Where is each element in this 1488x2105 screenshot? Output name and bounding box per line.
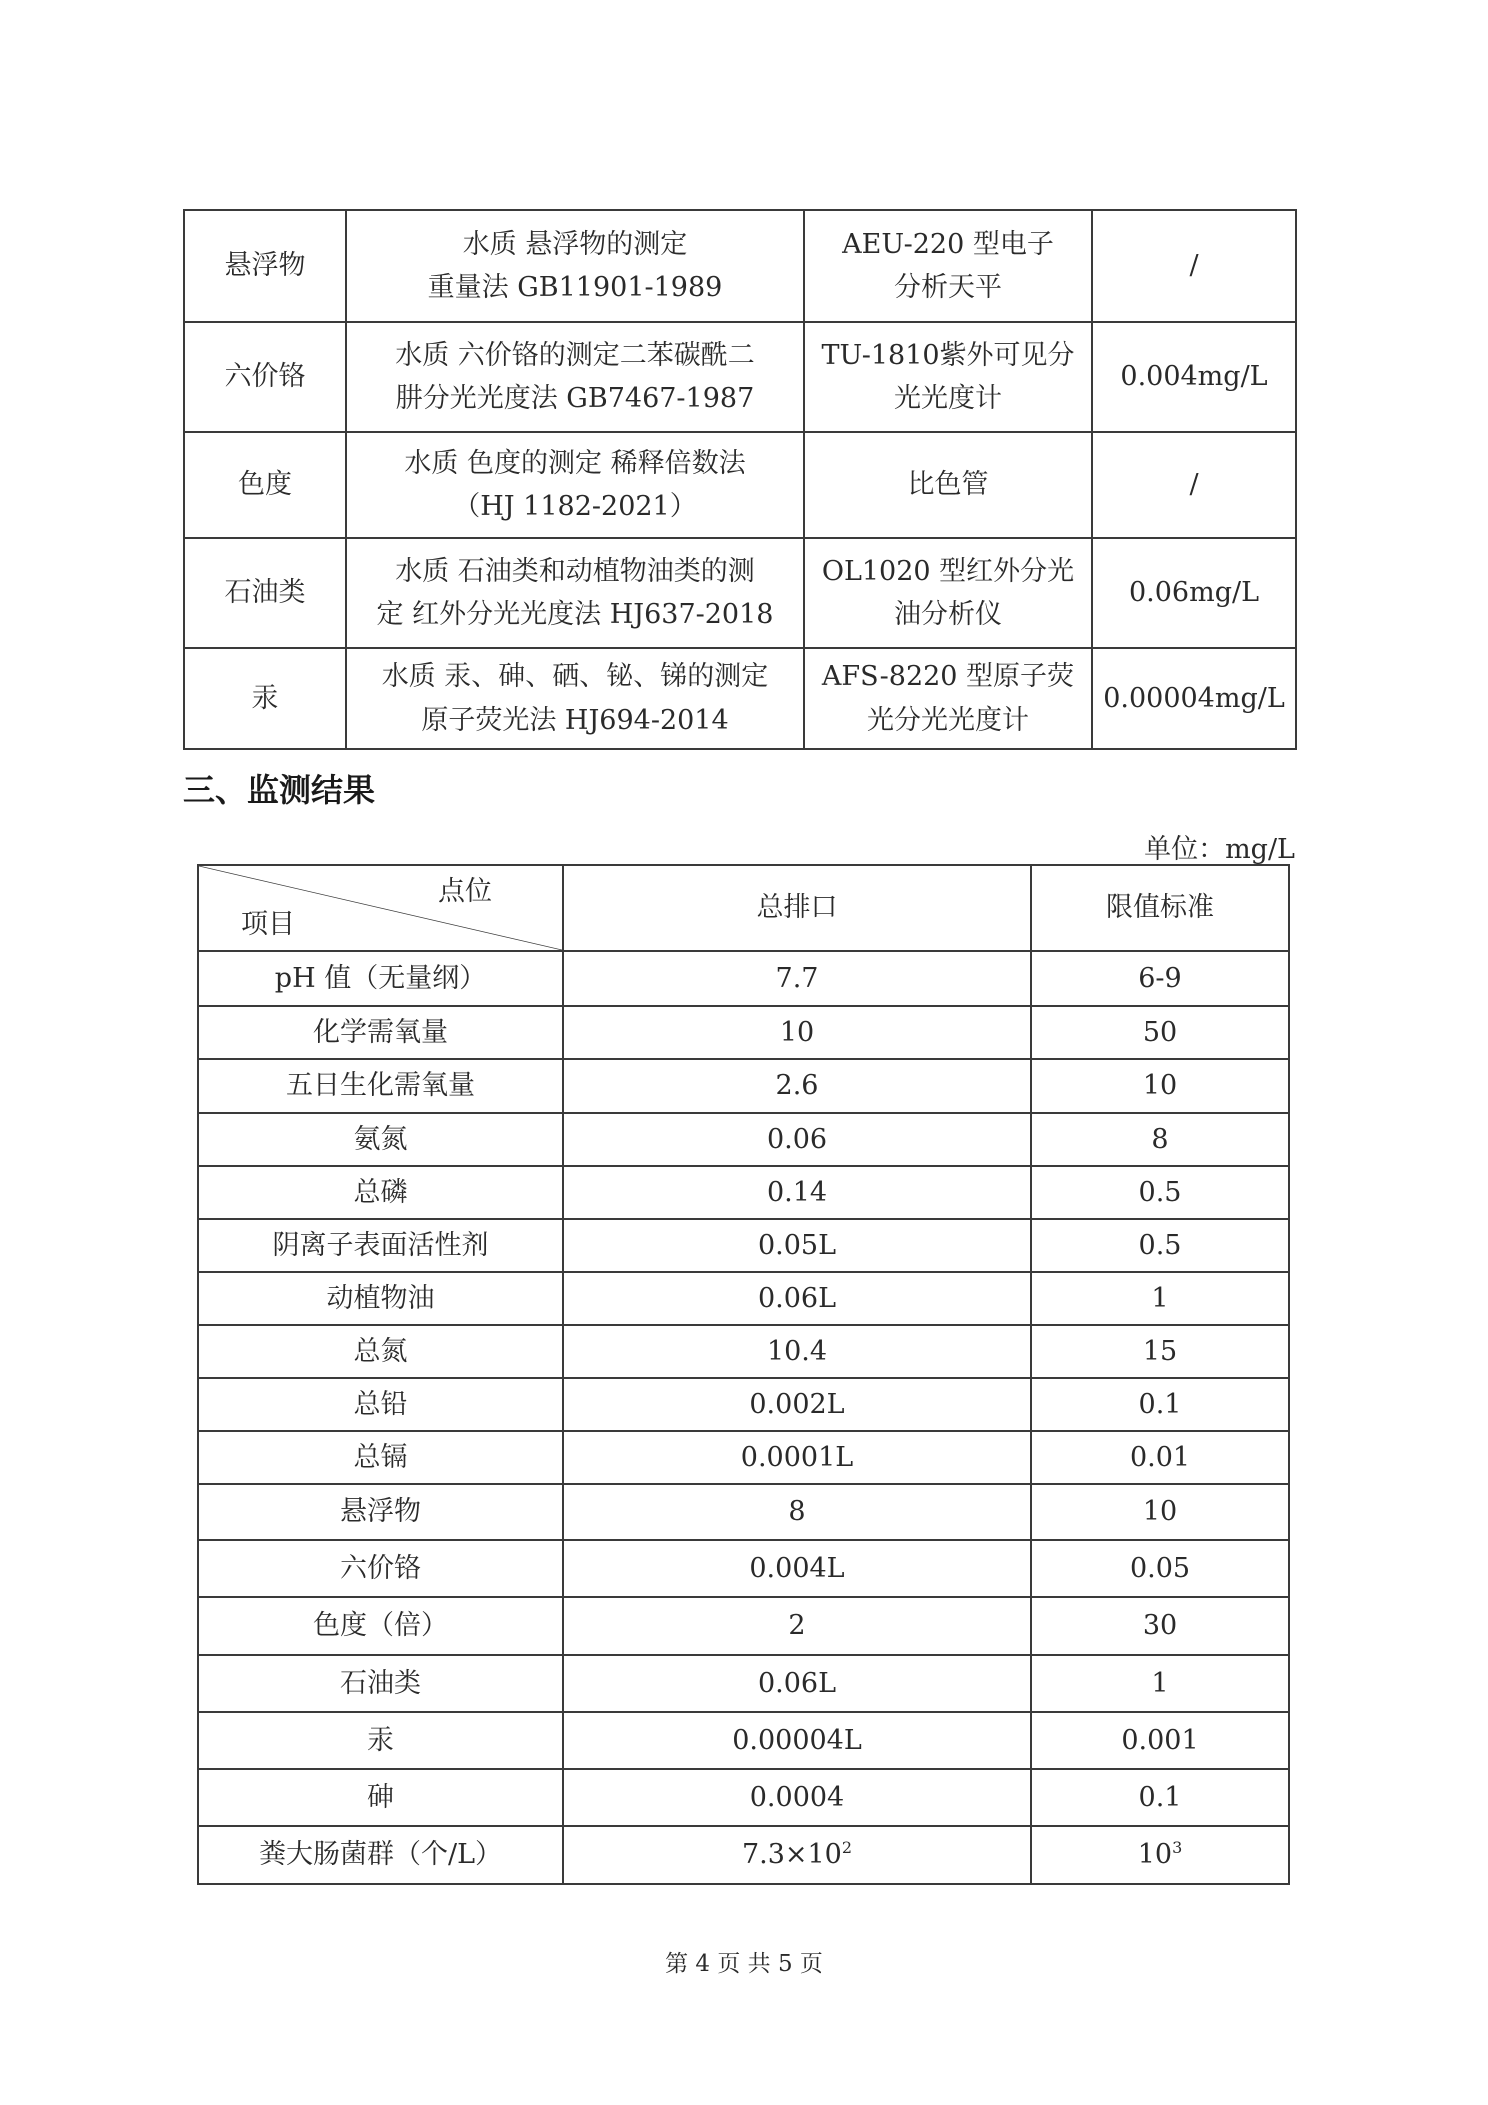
method-item: 色度 [184, 432, 346, 538]
method-standard [346, 210, 804, 322]
result-row [198, 1484, 1289, 1540]
method-line: 水质 色度的测定 稀释倍数法 [404, 447, 746, 479]
result-value: 2.6 [563, 1059, 1031, 1113]
result-value: 0.0001L [563, 1431, 1031, 1484]
result-value: 0.06L [563, 1655, 1031, 1712]
method-line: 水质 六价铬的测定二苯碳酰二 [395, 339, 755, 371]
result-value [563, 1826, 1031, 1884]
result-row [198, 1272, 1289, 1325]
diagonal-header-cell [198, 865, 563, 951]
result-row [198, 1540, 1289, 1597]
method-instrument [804, 210, 1092, 322]
col-header-limit: 限值标准 [1031, 865, 1289, 951]
result-limit: 50 [1031, 1006, 1289, 1059]
instrument-line: AFS-8220 型原子荧 [821, 661, 1075, 693]
instrument-line: TU-1810紫外可见分 [821, 339, 1075, 371]
result-value: 10.4 [563, 1325, 1031, 1378]
limit-base: 10 [1137, 1839, 1173, 1871]
detection-limit: / [1092, 210, 1296, 322]
method-instrument [804, 432, 1092, 538]
method-item: 悬浮物 [184, 210, 346, 322]
method-row [184, 322, 1296, 432]
result-row [198, 1006, 1289, 1059]
result-row [198, 1219, 1289, 1272]
method-item: 石油类 [184, 538, 346, 648]
col-header-outlet: 总排口 [563, 865, 1031, 951]
result-limit: 0.5 [1031, 1219, 1289, 1272]
result-item: 粪大肠菌群（个/L） [198, 1826, 563, 1884]
method-standard [346, 432, 804, 538]
method-row [184, 432, 1296, 538]
result-value: 10 [563, 1006, 1031, 1059]
method-line: 水质 汞、砷、硒、铋、锑的测定 [381, 661, 769, 693]
result-item: 六价铬 [198, 1540, 563, 1597]
result-limit: 1 [1031, 1272, 1289, 1325]
method-line: 原子荧光法 HJ694-2014 [421, 704, 729, 736]
method-row [184, 648, 1296, 749]
item-label: 项目 [241, 908, 295, 940]
result-value: 2 [563, 1597, 1031, 1655]
results-table [197, 864, 1290, 1885]
result-limit: 8 [1031, 1113, 1289, 1166]
method-instrument [804, 322, 1092, 432]
result-item: 汞 [198, 1712, 563, 1769]
method-item: 汞 [184, 648, 346, 749]
result-limit [1031, 1826, 1289, 1884]
method-line: 定 红外分光光度法 HJ637-2018 [376, 599, 774, 630]
method-line: 重量法 GB11901-1989 [427, 272, 723, 303]
result-item: 总磷 [198, 1166, 563, 1219]
result-item: 总氮 [198, 1325, 563, 1378]
result-row [198, 1769, 1289, 1826]
result-value: 0.06L [563, 1272, 1031, 1325]
result-limit: 0.05 [1031, 1540, 1289, 1597]
result-item: 化学需氧量 [198, 1006, 563, 1059]
instrument-line: AEU-220 型电子 [842, 228, 1054, 260]
result-row [198, 1325, 1289, 1378]
result-item: 氨氮 [198, 1113, 563, 1166]
method-standard [346, 538, 804, 648]
point-label: 点位 [438, 876, 492, 907]
result-limit: 6-9 [1031, 951, 1289, 1006]
result-item: 石油类 [198, 1655, 563, 1712]
method-line: （HJ 1182-2021） [453, 491, 697, 522]
result-limit: 30 [1031, 1597, 1289, 1655]
result-value: 7.7 [563, 951, 1031, 1006]
method-row [184, 538, 1296, 648]
instrument-line: 油分析仪 [894, 599, 1002, 630]
method-line: 水质 石油类和动植物油类的测 [395, 555, 755, 587]
result-value: 0.14 [563, 1166, 1031, 1219]
result-value: 0.0004 [563, 1769, 1031, 1826]
section-heading: 三、监测结果 [183, 771, 376, 809]
instrument-line: 光分光光度计 [867, 704, 1029, 736]
result-row [198, 1059, 1289, 1113]
result-row [198, 1712, 1289, 1769]
result-limit: 0.1 [1031, 1769, 1289, 1826]
result-row [198, 1655, 1289, 1712]
result-row [198, 1597, 1289, 1655]
result-item: 色度（倍） [198, 1597, 563, 1655]
instrument-line: 比色管 [907, 469, 989, 501]
value-base: 7.3×10 [741, 1839, 842, 1871]
result-item: 五日生化需氧量 [198, 1059, 563, 1113]
detection-limit: 0.00004mg/L [1092, 648, 1296, 749]
detection-limit: 0.06mg/L [1092, 538, 1296, 648]
result-item: pH 值（无量纲） [198, 951, 563, 1006]
method-standard [346, 648, 804, 749]
result-item: 砷 [198, 1769, 563, 1826]
result-limit: 0.01 [1031, 1431, 1289, 1484]
result-limit: 0.001 [1031, 1712, 1289, 1769]
unit-label: 单位：mg/L [1144, 834, 1295, 865]
method-instrument [804, 648, 1092, 749]
method-instrument [804, 538, 1092, 648]
results-header-row [198, 865, 1289, 951]
result-item: 阴离子表面活性剂 [198, 1219, 563, 1272]
result-limit: 1 [1031, 1655, 1289, 1712]
result-limit: 10 [1031, 1484, 1289, 1540]
value-exponent: 2 [841, 1838, 853, 1858]
method-row [184, 210, 1296, 322]
result-item: 悬浮物 [198, 1484, 563, 1540]
method-line: 水质 悬浮物的测定 [462, 228, 688, 260]
result-value: 0.004L [563, 1540, 1031, 1597]
result-item: 总铅 [198, 1378, 563, 1431]
result-value: 0.002L [563, 1378, 1031, 1431]
method-line: 肼分光光度法 GB7467-1987 [395, 383, 755, 414]
result-row [198, 1113, 1289, 1166]
result-item: 动植物油 [198, 1272, 563, 1325]
result-limit: 0.5 [1031, 1166, 1289, 1219]
limit-exponent: 3 [1172, 1838, 1183, 1858]
result-value: 8 [563, 1484, 1031, 1540]
result-limit: 15 [1031, 1325, 1289, 1378]
page-footer: 第 4 页 共 5 页 [665, 1951, 823, 1977]
result-limit: 0.1 [1031, 1378, 1289, 1431]
result-row [198, 1166, 1289, 1219]
method-table [183, 209, 1297, 750]
instrument-line: OL1020 型红外分光 [821, 555, 1075, 587]
instrument-line: 分析天平 [894, 272, 1002, 303]
instrument-line: 光光度计 [894, 383, 1002, 414]
result-value: 0.06 [563, 1113, 1031, 1166]
method-item: 六价铬 [184, 322, 346, 432]
result-value: 0.05L [563, 1219, 1031, 1272]
result-limit: 10 [1031, 1059, 1289, 1113]
result-row [198, 1826, 1289, 1884]
method-standard [346, 322, 804, 432]
result-value: 0.00004L [563, 1712, 1031, 1769]
result-row [198, 1431, 1289, 1484]
detection-limit: 0.004mg/L [1092, 322, 1296, 432]
result-row [198, 1378, 1289, 1431]
result-item: 总镉 [198, 1431, 563, 1484]
detection-limit: / [1092, 432, 1296, 538]
result-row [198, 951, 1289, 1006]
